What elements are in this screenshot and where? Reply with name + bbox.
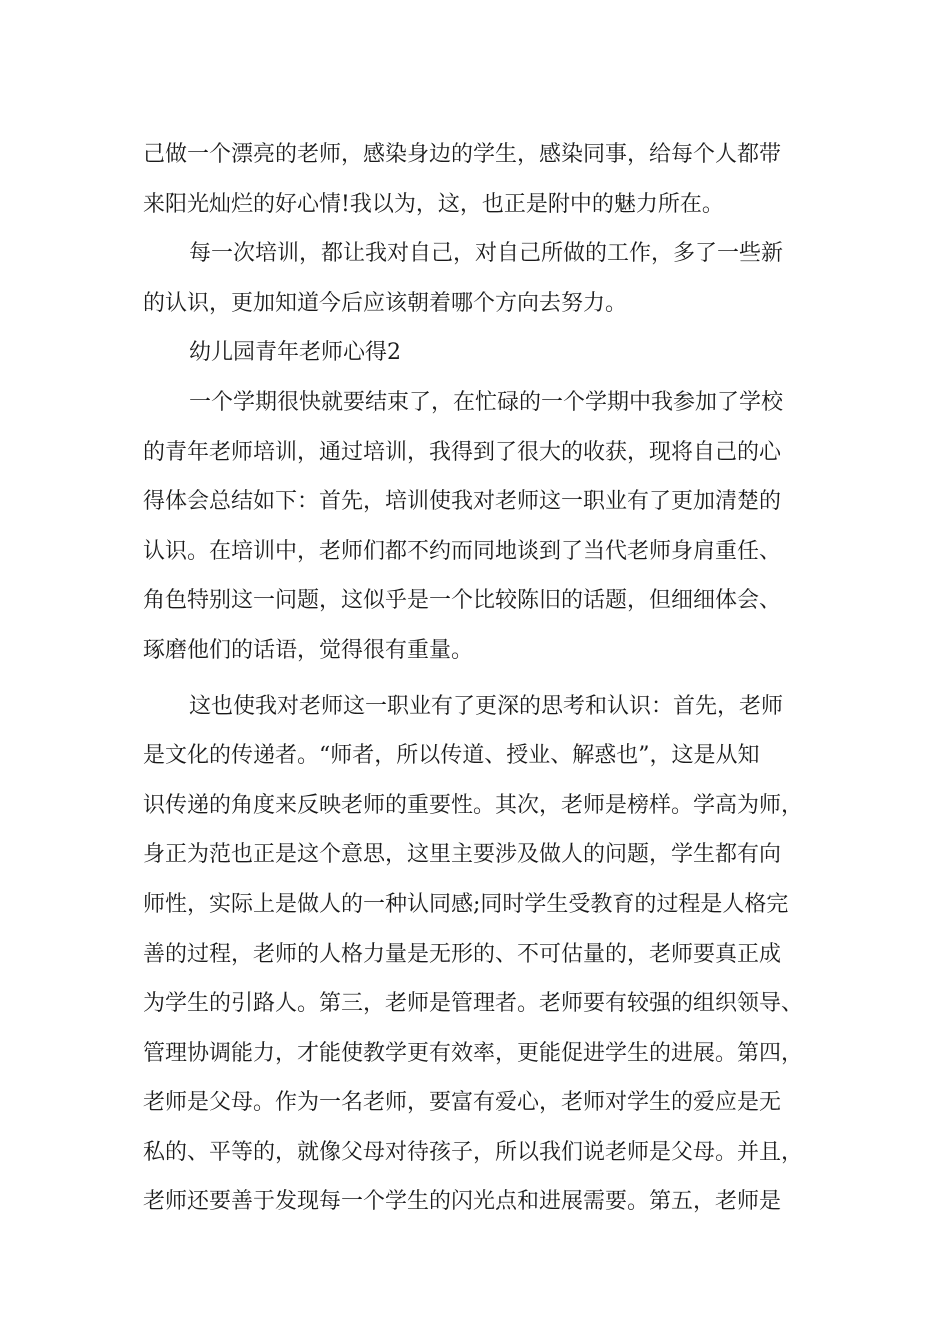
- text-line-17: 善的过程，老师的人格力量是无形的、不可估量的，老师要真正成: [143, 941, 782, 967]
- text-line-10: 角色特别这一问题，这似乎是一个比较陈旧的话题，但细细体会、: [143, 588, 782, 614]
- text-line-13: 是文化的传递者。“师者，所以传道、授业、解惑也”，这是从知: [143, 743, 760, 769]
- text-line-21: 私的、平等的，就像父母对待孩子，所以我们说老师是父母。并且，: [143, 1139, 804, 1165]
- text-line-3: 每一次培训，都让我对自己，对自己所做的工作，多了一些新: [189, 241, 784, 267]
- text-line-22: 老师还要善于发现每一个学生的闪光点和进展需要。第五，老师是: [143, 1189, 782, 1215]
- text-line-15: 身正为范也正是这个意思，这里主要涉及做人的问题，学生都有向: [143, 842, 782, 868]
- text-line-11: 琢磨他们的话语，觉得很有重量。: [143, 637, 474, 663]
- text-line-12: 这也使我对老师这一职业有了更深的思考和认识：首先，老师: [189, 693, 784, 719]
- text-line-19: 管理协调能力，才能使教学更有效率，更能促进学生的进展。第四，: [143, 1040, 804, 1066]
- text-line-18: 为学生的引路人。第三，老师是管理者。老师要有较强的组织领导、: [143, 991, 804, 1017]
- text-line-6: 一个学期很快就要结束了，在忙碌的一个学期中我参加了学校: [189, 389, 784, 415]
- section-heading: 幼儿园青年老师心得2: [189, 340, 401, 366]
- document-body: [143, 130, 813, 1227]
- text-line-1: 己做一个漂亮的老师，感染身边的学生，感染同事，给每个人都带: [143, 142, 782, 167]
- text-line-2: 来阳光灿烂的好心情!我以为，这，也正是附中的魅力所在。: [143, 191, 724, 217]
- text-line-7: 的青年老师培训，通过培训，我得到了很大的收获，现将自己的心: [143, 439, 782, 465]
- text-line-16: 师性，实际上是做人的一种认同感;同时学生受教育的过程是人格完: [143, 891, 789, 917]
- text-line-20: 老师是父母。作为一名老师，要富有爱心，老师对学生的爱应是无: [143, 1090, 782, 1116]
- text-line-9: 认识。在培训中，老师们都不约而同地谈到了当代老师身肩重任、: [143, 538, 782, 564]
- text-line-8: 得体会总结如下：首先，培训使我对老师这一职业有了更加清楚的: [143, 489, 782, 515]
- text-line-14: 识传递的角度来反映老师的重要性。其次，老师是榜样。学高为师，: [143, 792, 804, 818]
- text-line-4: 的认识，更加知道今后应该朝着哪个方向去努力。: [143, 290, 628, 316]
